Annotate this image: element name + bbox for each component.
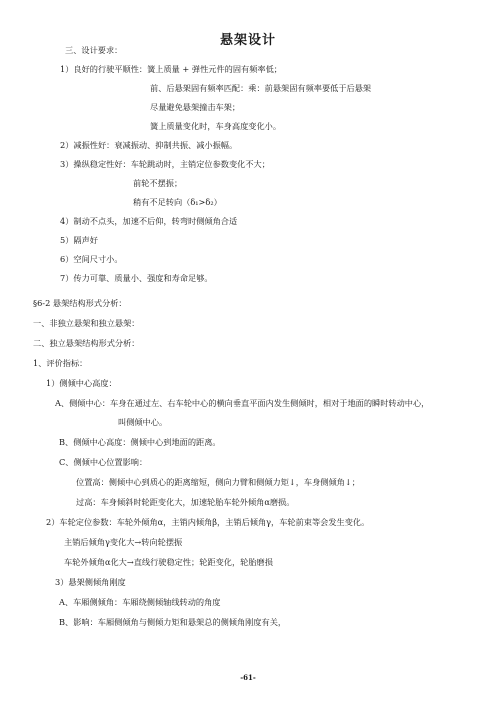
text-line: A、侧倾中心：车身在通过左、右车轮中心的横向垂直平面内发生侧倾时，相对于地面的瞬时转动中心，: [55, 398, 430, 408]
text-line: 前、后悬架固有频率匹配：乘：前悬架固有频率要低于后悬架: [150, 83, 372, 93]
text-line: C、侧倾中心位置影响：: [59, 457, 148, 467]
text-line: 2）减振性好：衰减振动、抑制共振、减小振幅。: [60, 140, 238, 150]
text-line: 3）悬架侧倾角刚度: [55, 577, 126, 587]
text-line: 过高：车身倾斜时轮距变化大，加速轮胎车轮外倾角α磨损。: [76, 497, 295, 507]
text-line: 1、评价指标：: [33, 358, 88, 368]
text-line: 一、非独立悬架和独立悬架：: [33, 318, 140, 328]
text-line: 5）隔声好: [60, 235, 98, 245]
text-line: 1）良好的行驶平顺性：簧上质量 + 弹性元件的固有频率低；: [60, 64, 282, 74]
text-line: 三、设计要求：: [65, 45, 123, 55]
section-heading: §6-2 悬架结构形式分析：: [33, 298, 127, 308]
text-line: B、影响：车厢侧倾角与侧倾力矩和悬架总的侧倾角刚度有关，: [59, 617, 287, 627]
text-line: B、侧倾中心高度：侧倾中心到地面的距离。: [59, 437, 221, 447]
text-line: 稍有不足转向（δ₁>δ₂）: [133, 197, 222, 207]
text-line: 1）侧倾中心高度：: [46, 378, 117, 388]
page-title: 悬架设计: [219, 33, 276, 48]
text-line: 二、独立悬架结构形式分析：: [33, 338, 140, 348]
text-line: 3）操纵稳定性好：车轮跳动时，主销定位参数变化不大；: [60, 159, 270, 169]
text-line: 尽量避免悬架撞击车架；: [150, 102, 241, 112]
text-line: 主销后倾角γ变化大→转向轮摆振: [64, 537, 183, 547]
text-line: 4）制动不点头，加速不后仰，转弯时侧倾角合适: [60, 216, 238, 226]
text-line: 位置高：侧倾中心到质心的距离缩短，侧向力臂和侧倾力矩↓，车身侧倾角↓；: [76, 477, 360, 487]
text-line: 2）车轮定位参数：车轮外倾角α，主销内倾角β，主销后倾角γ，车轮前束等会发生变化。: [46, 517, 370, 527]
text-line: A、车厢侧倾角：车厢绕侧倾轴线转动的角度: [59, 597, 221, 607]
text-line: 6）空间尺寸小。: [60, 254, 123, 264]
page-number: -61-: [240, 673, 256, 682]
text-line: 叫侧倾中心。: [118, 417, 168, 427]
text-line: 车轮外倾角α化大→直线行驶稳定性；轮距变化，轮胎磨损: [64, 557, 273, 567]
text-line: 簧上质量变化时，车身高度变化小。: [150, 121, 282, 131]
text-line: 7）传力可靠、质量小、强度和寿命足够。: [60, 273, 213, 283]
text-line: 前轮不摆振；: [133, 178, 183, 188]
